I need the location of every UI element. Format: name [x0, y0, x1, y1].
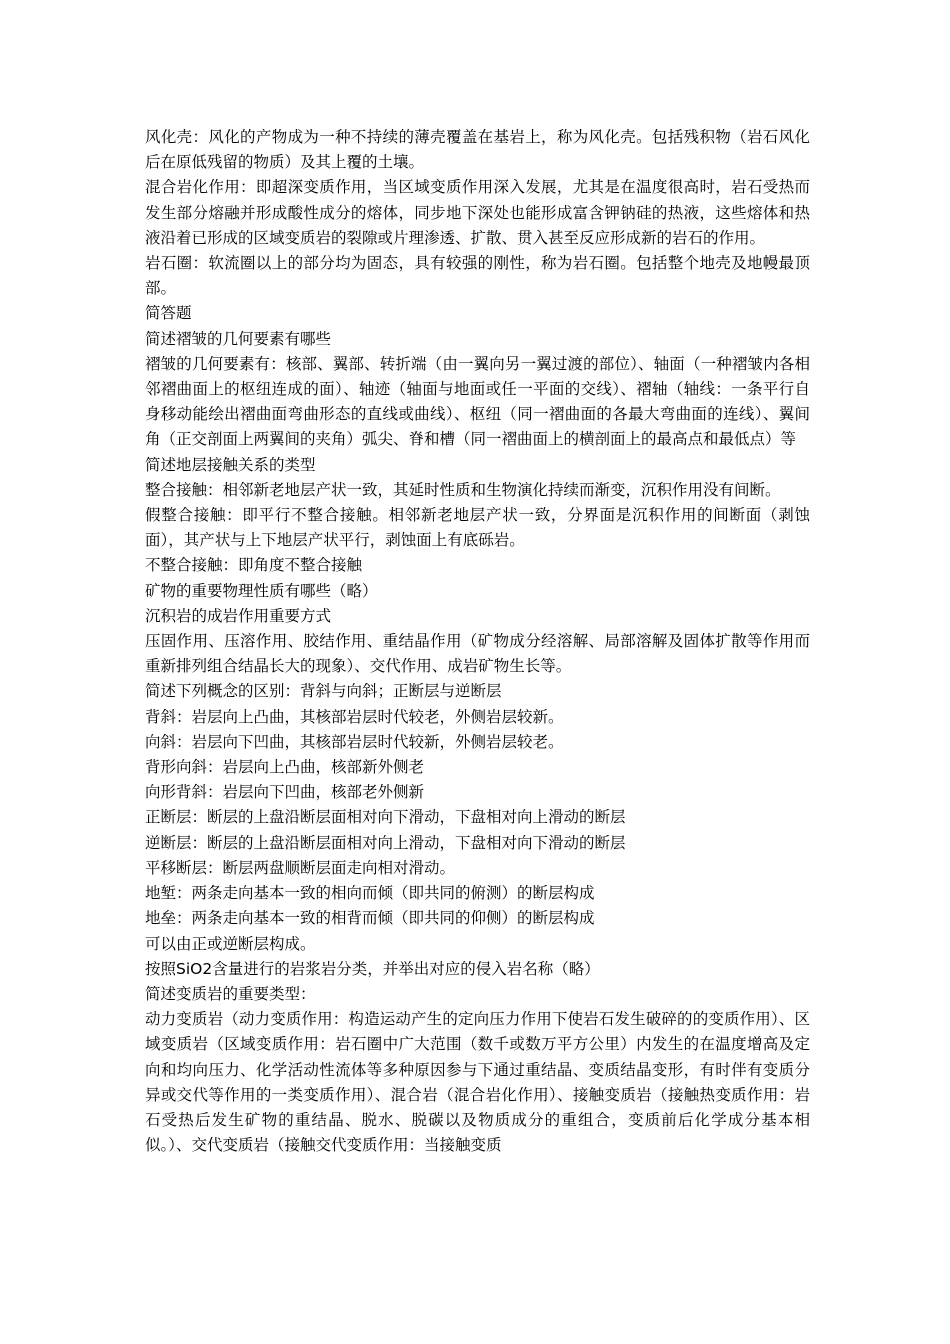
answer-metamorphic-types: 动力变质岩（动力变质作用：构造运动产生的定向压力作用下使岩石发生破碎的的变质作用）、区域变质岩（区域变质作用：岩石圈中广大范围（数千或数万平方公里）内发生的在温度增高及定向和均向压力、化学活动性流体等多种原因参与下通过重结晶、变质结晶变形，有时伴有变质分异或交代等作用的一类变质作用）、混合岩（混合岩化作用）、接触变质岩（接触热变质作用：岩石受热后发生矿物的重结晶、脱水、脱碳以及物质成分的重组合，变质前后化学成分基本相似。）、交代变质岩（接触交代变质作用：当接触变质 [145, 1010, 810, 1155]
question-igneous-classification: 按照SiO2含量进行的岩浆岩分类，并举出对应的侵入岩名称（略） [145, 959, 600, 978]
section-heading-short-answer: 简答题 [145, 304, 192, 323]
question-metamorphic-types: 简述变质岩的重要类型： [145, 984, 316, 1003]
answer-fault-composition: 可以由正或逆断层构成。 [145, 934, 316, 953]
answer-fold-elements: 褶皱的几何要素有：核部、翼部、转折端（由一翼向另一翼过渡的部位）、轴面（一种褶皱内各相邻褶曲面上的枢纽连成的面）、轴迹（轴面与地面或任一平面的交线）、褶轴（轴线：一条平行自身移动能绘出褶曲面弯曲形态的直线或曲线）、枢纽（同一褶曲面的各最大弯曲面的连线）、翼间角（正交剖面上两翼间的夹角）弧尖、脊和槽（同一褶曲面上的横剖面上的最高点和最低点）等 [145, 354, 810, 449]
answer-graben: 地堑：两条走向基本一致的相向而倾（即共同的俯测）的断层构成 [145, 884, 595, 903]
answer-antiformal-syncline: 背形向斜：岩层向上凸曲，核部新外侧老 [145, 758, 425, 777]
answer-normal-fault: 正断层：断层的上盘沿断层面相对向下滑动，下盘相对向上滑动的断层 [145, 808, 626, 827]
document-body [145, 125, 810, 1158]
answer-diagenesis: 压固作用、压溶作用、胶结作用、重结晶作用（矿物成分经溶解、局部溶解及固体扩散等作用而重新排列组合结晶长大的现象）、交代作用、成岩矿物生长等。 [145, 632, 810, 676]
question-concept-differences: 简述下列概念的区别：背斜与向斜；正断层与逆断层 [145, 682, 502, 701]
answer-anticline: 背斜：岩层向上凸曲，其核部岩层时代较老，外侧岩层较新。 [145, 707, 564, 726]
answer-conformable-contact: 整合接触：相邻新老地层产状一致，其延时性质和生物演化持续而渐变，沉积作用没有间断。 [145, 480, 781, 499]
paragraph-lithosphere: 岩石圈：软流圈以上的部分均为固态，具有较强的刚性，称为岩石圈。包括整个地壳及地幔最顶部。 [145, 254, 810, 298]
question-fold-elements: 简述褶皱的几何要素有哪些 [145, 329, 332, 348]
paragraph-weathering-crust: 风化壳：风化的产物成为一种不持续的薄壳覆盖在基岩上，称为风化壳。包括残积物（岩石风化后在原低残留的物质）及其上覆的土壤。 [145, 128, 810, 172]
answer-disconformity: 假整合接触：即平行不整合接触。相邻新老地层产状一致，分界面是沉积作用的间断面（剥蚀面），其产状与上下地层产状平行，剥蚀面上有底砾岩。 [145, 506, 810, 550]
answer-horst: 地垒：两条走向基本一致的相背而倾（即共同的仰侧）的断层构成 [145, 909, 595, 928]
answer-syncline: 向斜：岩层向下凹曲，其核部岩层时代较新，外侧岩层较老。 [145, 732, 564, 751]
answer-strike-slip-fault: 平移断层：断层两盘顺断层面走向相对滑动。 [145, 858, 456, 877]
question-contact-types: 简述地层接触关系的类型 [145, 455, 316, 474]
question-diagenesis: 沉积岩的成岩作用重要方式 [145, 606, 332, 625]
answer-unconformity: 不整合接触：即角度不整合接触 [145, 556, 363, 575]
paragraph-migmatization: 混合岩化作用：即超深变质作用，当区域变质作用深入发展，尤其是在温度很高时，岩石受热而发生部分熔融并形成酸性成分的熔体，同步地下深处也能形成富含钾钠硅的热液，这些熔体和热液沿着已形成的区域变质岩的裂隙或片理渗透、扩散、贯入甚至反应形成新的岩石的作用。 [145, 178, 810, 247]
question-mineral-properties: 矿物的重要物理性质有哪些（略） [145, 581, 378, 600]
answer-synformal-anticline: 向形背斜：岩层向下凹曲，核部老外侧新 [145, 783, 425, 802]
answer-reverse-fault: 逆断层：断层的上盘沿断层面相对向上滑动，下盘相对向下滑动的断层 [145, 833, 626, 852]
